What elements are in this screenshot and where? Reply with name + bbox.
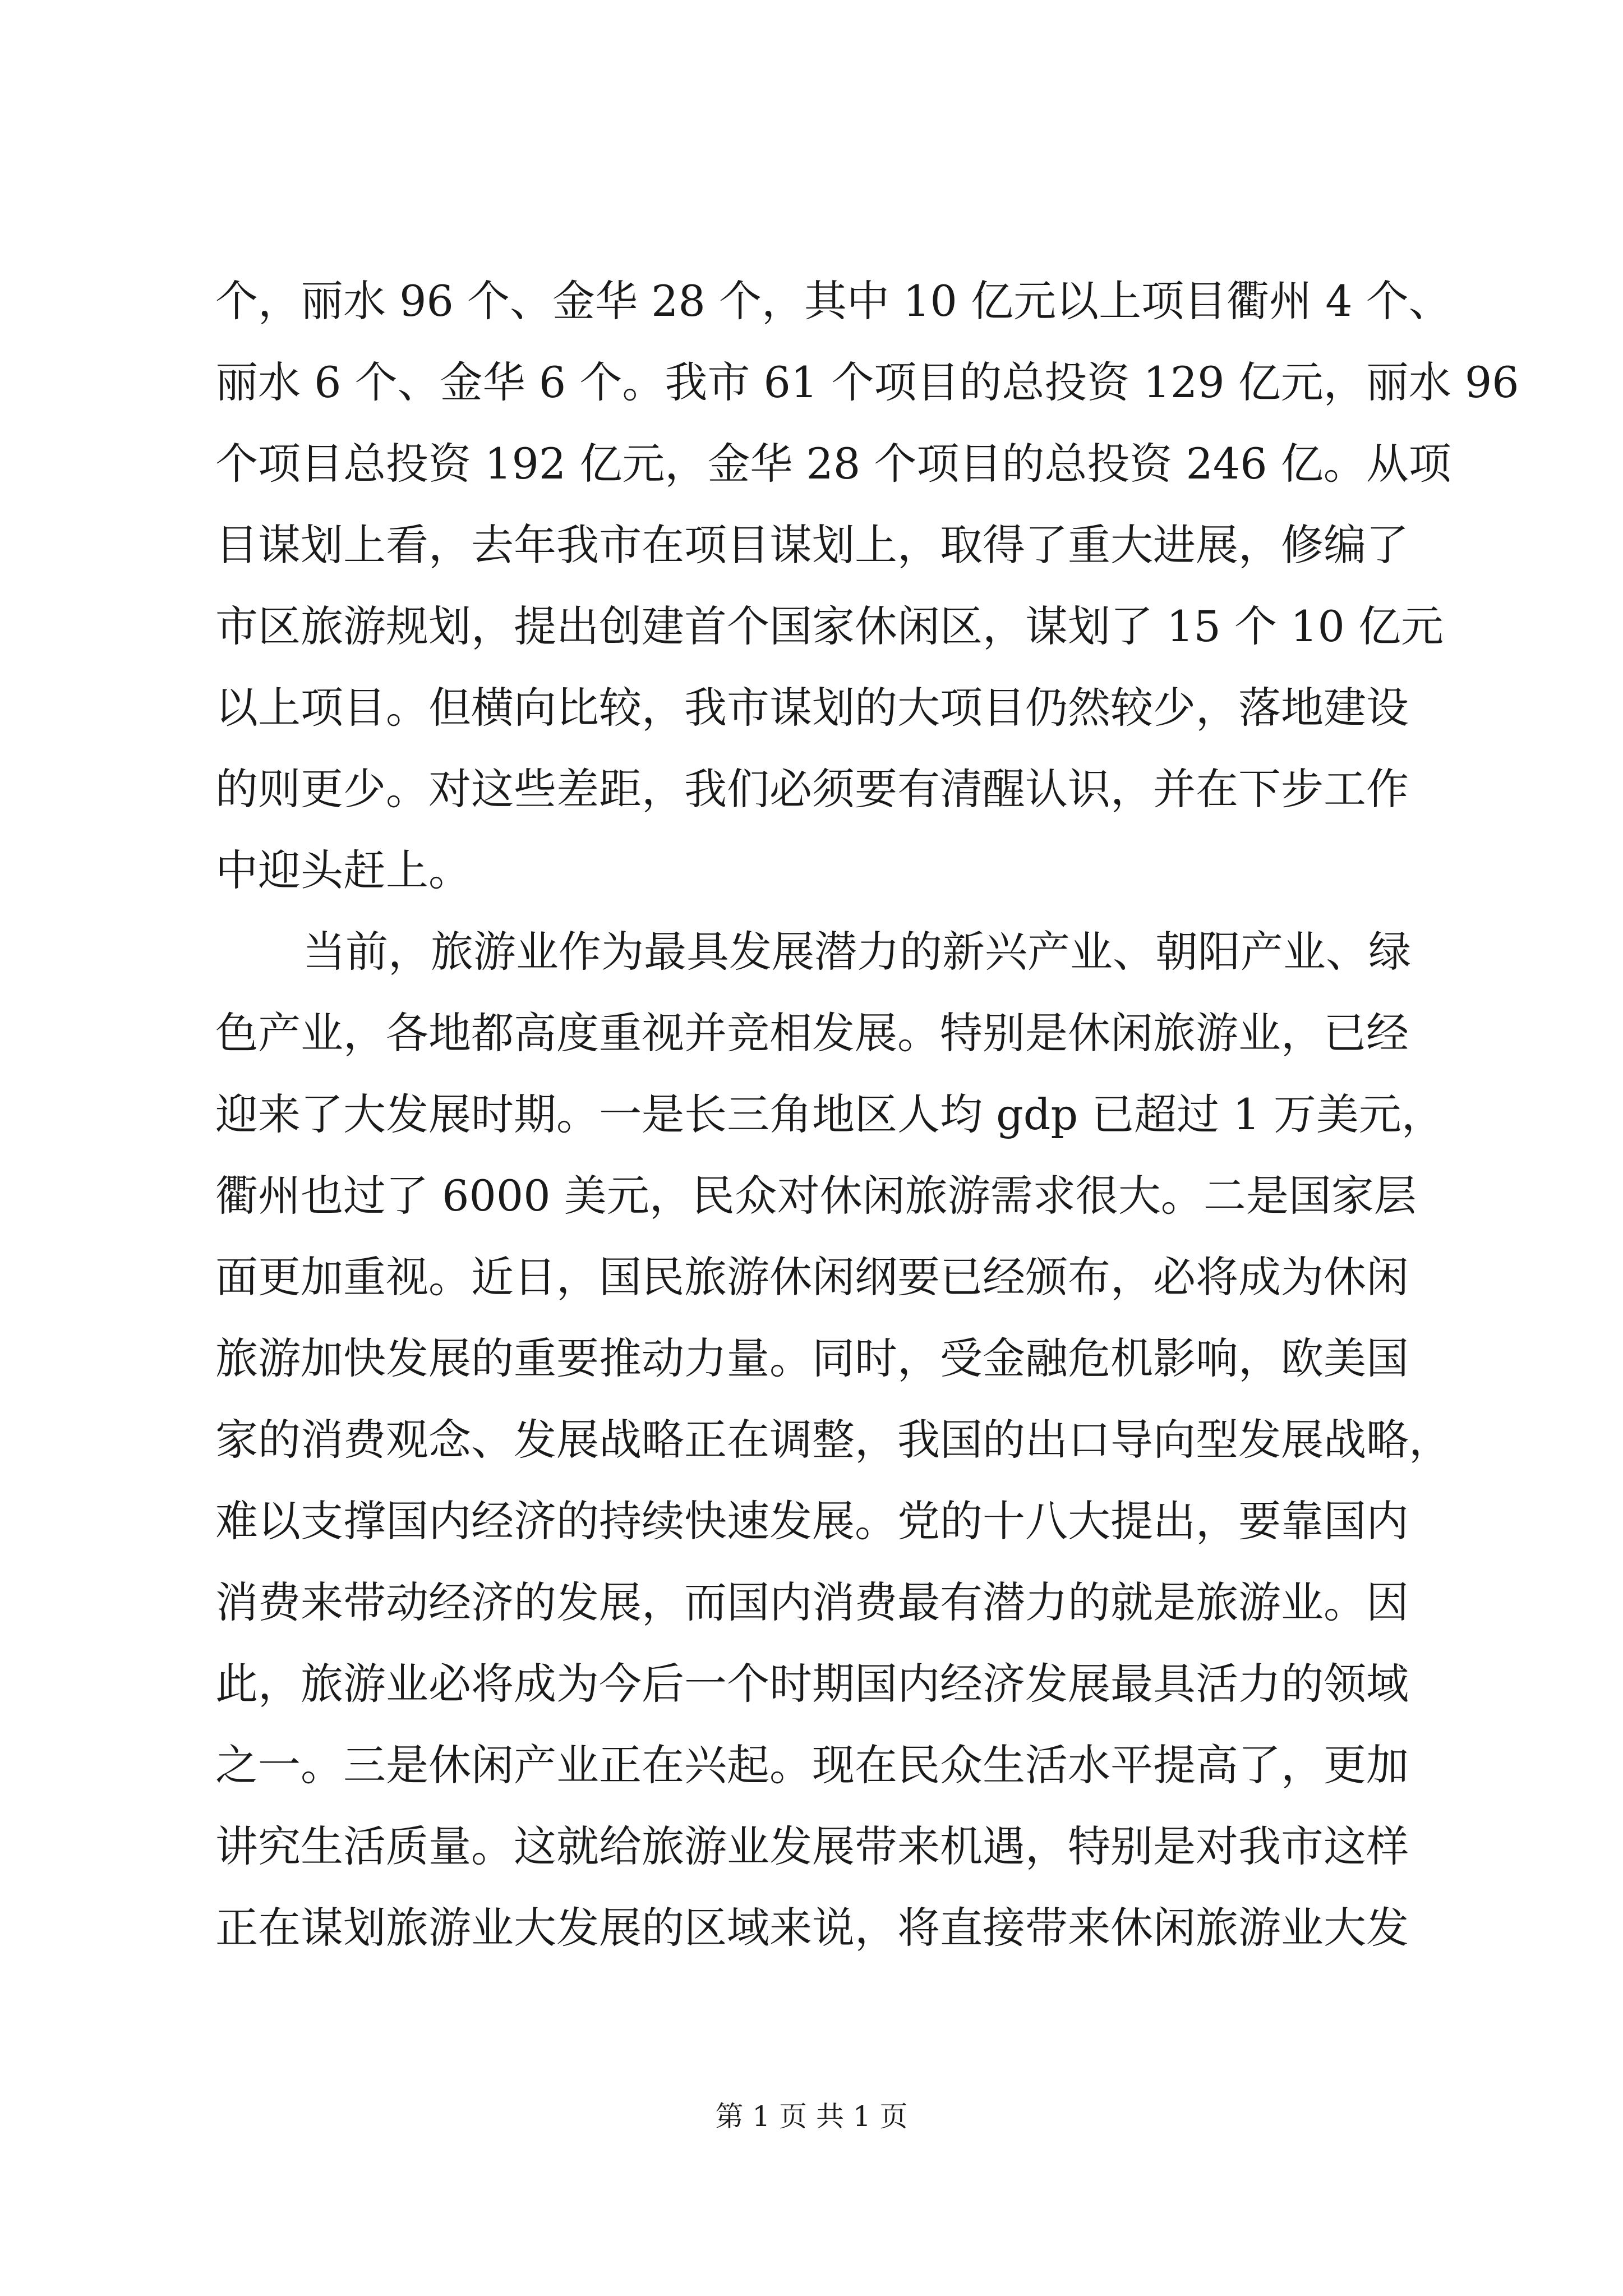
paragraph-line: 消费来带动经济的发展，而国内消费最有潜力的就是旅游业。因 bbox=[215, 1577, 1409, 1627]
paragraph-line: 丽水 6 个、金华 6 个。我市 61 个项目的总投资 129 亿元，丽水 96 bbox=[215, 357, 1519, 407]
paragraph-line: 迎来了大发展时期。一是长三角地区人均 gdp 已超过 1 万美元， bbox=[215, 1089, 1444, 1139]
page-footer: 第 1 页 共 1 页 bbox=[715, 2100, 908, 2133]
paragraph-line: 以上项目。但横向比较，我市谋划的大项目仍然较少，落地建设 bbox=[215, 683, 1409, 733]
paragraph-line: 市区旅游规划，提出创建首个国家休闲区，谋划了 15 个 10 亿元 bbox=[215, 601, 1444, 651]
paragraph-line: 的则更少。对这些差距，我们必须要有清醒认识，并在下步工作 bbox=[215, 764, 1409, 814]
paragraph-line: 讲究生活质量。这就给旅游业发展带来机遇，特别是对我市这样 bbox=[215, 1821, 1409, 1871]
paragraph-line: 正在谋划旅游业大发展的区域来说，将直接带来休闲旅游业大发 bbox=[215, 1903, 1409, 1953]
paragraph-line: 难以支撑国内经济的持续快速发展。党的十八大提出，要靠国内 bbox=[215, 1496, 1409, 1546]
paragraph-line: 之一。三是休闲产业正在兴起。现在民众生活水平提高了，更加 bbox=[215, 1740, 1409, 1790]
paragraph-line: 色产业，各地都高度重视并竞相发展。特别是休闲旅游业，已经 bbox=[215, 1008, 1409, 1058]
paragraph-line: 衢州也过了 6000 美元，民众对休闲旅游需求很大。二是国家层 bbox=[215, 1171, 1417, 1221]
paragraph-line: 个，丽水 96 个、金华 28 个，其中 10 亿元以上项目衢州 4 个、 bbox=[215, 276, 1451, 326]
paragraph-line: 家的消费观念、发展战略正在调整，我国的出口导向型发展战略， bbox=[215, 1415, 1451, 1465]
paragraph-line: 目谋划上看，去年我市在项目谋划上，取得了重大进展，修编了 bbox=[215, 520, 1409, 570]
paragraph-line: 此，旅游业必将成为今后一个时期国内经济发展最具活力的领域 bbox=[215, 1659, 1409, 1709]
paragraph-line: 中迎头赶上。 bbox=[215, 845, 471, 895]
paragraph-line: 旅游加快发展的重要推动力量。同时，受金融危机影响，欧美国 bbox=[215, 1333, 1409, 1383]
paragraph-first-line: 当前，旅游业作为最具发展潜力的新兴产业、朝阳产业、绿 bbox=[303, 927, 1411, 977]
paragraph-line: 面更加重视。近日，国民旅游休闲纲要已经颁布，必将成为休闲 bbox=[215, 1252, 1409, 1302]
paragraph-line: 个项目总投资 192 亿元，金华 28 个项目的总投资 246 亿。从项 bbox=[215, 439, 1451, 489]
